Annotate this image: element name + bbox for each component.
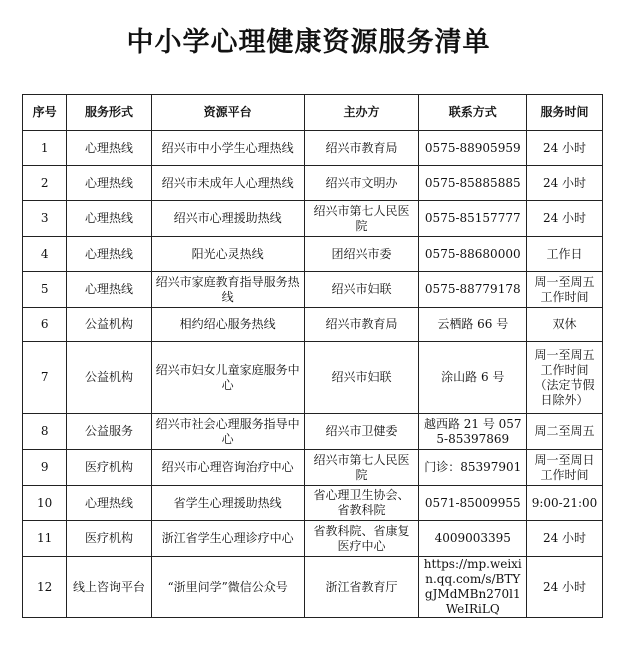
cell-platform: 绍兴市家庭教育指导服务热线 [151, 272, 304, 308]
cell-no: 10 [23, 486, 67, 521]
cell-platform: 浙江省学生心理诊疗中心 [151, 521, 304, 557]
header-service-time: 服务时间 [527, 95, 603, 131]
cell-host: 绍兴市卫健委 [304, 414, 419, 450]
cell-form: 心理热线 [67, 131, 151, 166]
cell-contact: 0575-88779178 [419, 272, 527, 308]
cell-host: 绍兴市教育局 [304, 131, 419, 166]
cell-no: 6 [23, 308, 67, 342]
cell-time: 工作日 [527, 237, 603, 272]
table-row [23, 450, 603, 486]
cell-form: 医疗机构 [67, 450, 151, 486]
cell-platform: 绍兴市未成年人心理热线 [151, 166, 304, 201]
cell-form: 线上咨询平台 [67, 557, 151, 618]
resource-table [22, 94, 603, 618]
cell-time: 24 小时 [527, 201, 603, 237]
table-row [23, 414, 603, 450]
table-row [23, 308, 603, 342]
cell-no: 5 [23, 272, 67, 308]
cell-form: 医疗机构 [67, 521, 151, 557]
cell-form: 心理热线 [67, 201, 151, 237]
cell-contact: 门诊：85397901 [419, 450, 527, 486]
cell-platform: “浙里问学”微信公众号 [151, 557, 304, 618]
table-row [23, 166, 603, 201]
cell-host: 绍兴市第七人民医院 [304, 450, 419, 486]
cell-time: 周一至周五工作时间（法定节假日除外） [527, 342, 603, 414]
cell-form: 心理热线 [67, 486, 151, 521]
table-header-row [23, 95, 603, 131]
cell-time: 24 小时 [527, 166, 603, 201]
cell-platform: 相约绍心服务热线 [151, 308, 304, 342]
cell-time: 周一至周日工作时间 [527, 450, 603, 486]
header-no: 序号 [23, 95, 67, 131]
cell-no: 9 [23, 450, 67, 486]
cell-time: 周二至周五 [527, 414, 603, 450]
table-row [23, 557, 603, 618]
cell-time: 9:00-21:00 [527, 486, 603, 521]
header-contact: 联系方式 [419, 95, 527, 131]
cell-time: 双休 [527, 308, 603, 342]
table-row [23, 237, 603, 272]
cell-no: 8 [23, 414, 67, 450]
cell-form: 公益机构 [67, 308, 151, 342]
table-row [23, 486, 603, 521]
cell-time: 24 小时 [527, 131, 603, 166]
cell-no: 12 [23, 557, 67, 618]
table-row [23, 131, 603, 166]
cell-time: 周一至周五工作时间 [527, 272, 603, 308]
cell-contact: 云栖路 66 号 [419, 308, 527, 342]
cell-contact: 0575-88680000 [419, 237, 527, 272]
cell-contact: 越西路 21 号 0575-85397869 [419, 414, 527, 450]
cell-contact: 0575-85157777 [419, 201, 527, 237]
cell-time: 24 小时 [527, 557, 603, 618]
table-row [23, 201, 603, 237]
cell-form: 公益服务 [67, 414, 151, 450]
cell-form: 公益机构 [67, 342, 151, 414]
cell-contact: 0571-85009955 [419, 486, 527, 521]
cell-contact: 0575-85885885 [419, 166, 527, 201]
cell-time: 24 小时 [527, 521, 603, 557]
cell-contact: 涂山路 6 号 [419, 342, 527, 414]
cell-form: 心理热线 [67, 272, 151, 308]
cell-no: 7 [23, 342, 67, 414]
header-resource-platform: 资源平台 [151, 95, 304, 131]
header-host: 主办方 [304, 95, 419, 131]
cell-host: 浙江省教育厅 [304, 557, 419, 618]
cell-platform: 绍兴市社会心理服务指导中心 [151, 414, 304, 450]
cell-form: 心理热线 [67, 237, 151, 272]
cell-no: 4 [23, 237, 67, 272]
cell-platform: 绍兴市妇女儿童家庭服务中心 [151, 342, 304, 414]
cell-platform: 绍兴市心理援助热线 [151, 201, 304, 237]
cell-no: 1 [23, 131, 67, 166]
cell-host: 省教科院、省康复医疗中心 [304, 521, 419, 557]
cell-no: 3 [23, 201, 67, 237]
table-row [23, 521, 603, 557]
cell-contact: 0575-88905959 [419, 131, 527, 166]
cell-no: 11 [23, 521, 67, 557]
cell-contact: 4009003395 [419, 521, 527, 557]
cell-host: 绍兴市第七人民医院 [304, 201, 419, 237]
document-title: 中小学心理健康资源服务清单 [126, 27, 491, 58]
cell-platform: 绍兴市中小学生心理热线 [151, 131, 304, 166]
cell-contact: https://mp.weixin.qq.com/s/BTYgJMdMBn270l1WeIRiLQ [419, 557, 527, 618]
cell-form: 心理热线 [67, 166, 151, 201]
cell-platform: 阳光心灵热线 [151, 237, 304, 272]
cell-host: 绍兴市妇联 [304, 272, 419, 308]
cell-host: 绍兴市教育局 [304, 308, 419, 342]
cell-platform: 绍兴市心理咨询治疗中心 [151, 450, 304, 486]
header-service-form: 服务形式 [67, 95, 151, 131]
cell-host: 省心理卫生协会、省教科院 [304, 486, 419, 521]
cell-platform: 省学生心理援助热线 [151, 486, 304, 521]
cell-host: 团绍兴市委 [304, 237, 419, 272]
cell-host: 绍兴市文明办 [304, 166, 419, 201]
table-row [23, 342, 603, 414]
cell-no: 2 [23, 166, 67, 201]
table-row [23, 272, 603, 308]
cell-host: 绍兴市妇联 [304, 342, 419, 414]
